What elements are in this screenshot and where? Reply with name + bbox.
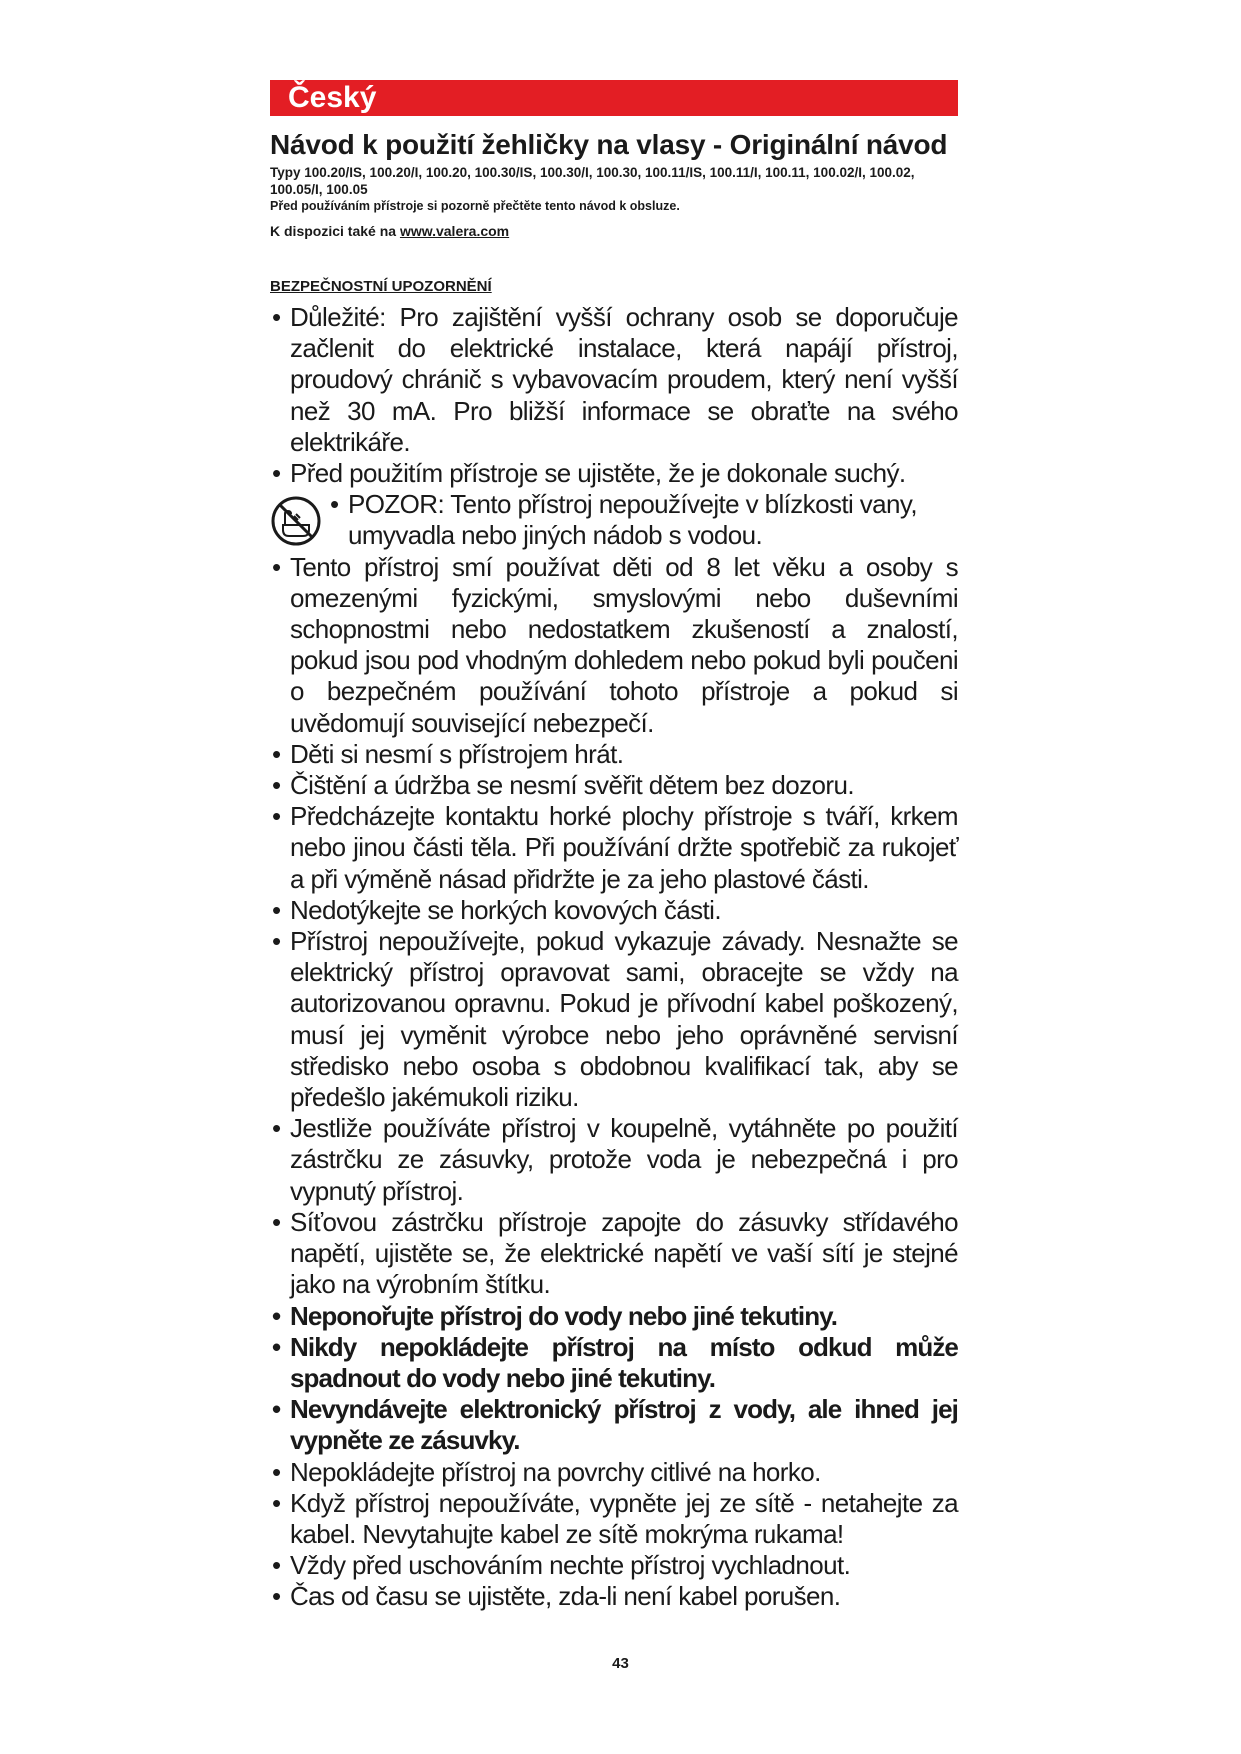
bullet: •	[272, 1581, 281, 1612]
bullet: •	[272, 1113, 281, 1144]
list-item: • Důležité: Pro zajištění vyšší ochrany osob se doporučuje začlenit do elektrické instalace, která napájí přístroj, proudový chránič s vybavovacím proudem, který není vyšší než 30 mA. Pro bližší informace se obraťte na svého elektrikáře.	[272, 302, 958, 457]
bullet: •	[272, 458, 281, 489]
bullet: •	[272, 1394, 281, 1425]
bullet: •	[272, 894, 281, 925]
list-item: • Jestliže používáte přístroj v koupelně, vytáhněte po použití zástrčku ze zásuvky, protože voda je nebezpečná i pro vypnutý přístroj.	[272, 1113, 958, 1206]
availability-prefix: K dispozici také na	[270, 223, 400, 239]
list-item: • Čas od času se ujistěte, zda-li není kabel porušen.	[272, 1581, 841, 1612]
bullet: •	[272, 738, 281, 769]
bullet: •	[272, 302, 281, 332]
list-item: • Nedotýkejte se horkých kovových části.	[272, 894, 721, 925]
list-item: • Vždy před uschováním nechte přístroj vychladnout.	[272, 1550, 851, 1581]
warning-item: • POZOR: Tento přístroj nepoužívejte v blízkosti vany, umyvadla nebo jiných nádob s vodou.	[270, 489, 958, 551]
list-item: • Nikdy nepokládejte přístroj na místo odkud může spadnout do vody nebo jiné tekutiny.	[272, 1331, 958, 1393]
bullet: •	[272, 926, 281, 957]
bullet: •	[272, 1300, 281, 1331]
bullet: •	[272, 801, 281, 832]
list-item: • Nevyndávejte elektronický přístroj z vody, ale ihned jej vypněte ze zásuvky.	[272, 1394, 958, 1456]
list-item: • Předcházejte kontaktu horké plochy přístroje s tváří, krkem nebo jinou části těla. Při používání držte spotřebič za rukojeť a při výměně násad přidržte je za jeho plastové části.	[272, 801, 958, 894]
safety-list	[270, 302, 958, 1613]
model-types: Typy 100.20/IS, 100.20/I, 100.20, 100.30/IS, 100.30/I, 100.30, 100.11/IS, 100.11/I, 100.11, 100.02/I, 100.02, 100.05/I, 100.05	[270, 165, 915, 197]
no-bath-warning-icon	[270, 495, 322, 547]
list-item: • Před použitím přístroje se ujistěte, že je dokonale suchý.	[272, 458, 906, 489]
list-item: • Když přístroj nepoužíváte, vypněte jej ze sítě - netahejte za kabel. Nevytahujte kabel ze sítě mokrýma rukama!	[272, 1487, 958, 1549]
read-instructions-note: Před používáním přístroje si pozorně přečtěte tento návod k obsluze.	[270, 199, 680, 213]
list-item: • Neponořujte přístroj do vody nebo jiné tekutiny.	[272, 1300, 838, 1331]
bullet: •	[272, 1331, 281, 1362]
document-title: Návod k použití žehličky na vlasy - Originální návod	[270, 129, 948, 160]
availability-line	[270, 222, 958, 240]
manual-page	[270, 80, 958, 1613]
list-item: • Čištění a údržba se nesmí svěřit dětem bez dozoru.	[272, 770, 854, 801]
list-item: • Nepokládejte přístroj na povrchy citlivé na horko.	[272, 1456, 821, 1487]
bullet: •	[272, 551, 281, 582]
bullet: •	[272, 1206, 281, 1237]
website-link[interactable]: www.valera.com	[399, 223, 510, 239]
list-item: • Děti si nesmí s přístrojem hrát.	[272, 738, 624, 769]
bullet: •	[272, 770, 281, 801]
section-title: BEZPEČNOSTNÍ UPOZORNĚNÍ	[270, 278, 492, 295]
bullet: •	[272, 1487, 281, 1518]
bullet: •	[272, 1456, 281, 1487]
list-item: • Přístroj nepoužívejte, pokud vykazuje závady. Nesnažte se elektrický přístroj opravovat sami, obracejte se vždy na autorizovanou opravnu. Pokud je přívodní kabel poškozený, musí jej vyměnit výrobce nebo jeho oprávněné servisní středisko nebo osoba s obdobnou kvalifikací tak, aby se předešlo jakémukoli riziku.	[272, 926, 958, 1113]
list-item: • Tento přístroj smí používat děti od 8 let věku a osoby s omezenými fyzickými, smyslovými nebo duševními schopnostmi nebo nedostatkem zkušeností a znalostí, pokud jsou pod vhodným dohledem nebo pokud byli poučeni o bezpečném používání tohoto přístroje a pokud si uvědomují související nebezpečí.	[272, 551, 958, 738]
bullet: •	[330, 489, 339, 520]
page-number: 43	[612, 1655, 629, 1672]
bullet: •	[272, 1550, 281, 1581]
list-item: • Síťovou zástrčku přístroje zapojte do zásuvky střídavého napětí, ujistěte se, že elektrické napětí ve vaší sítí je stejné jako na výrobním štítku.	[272, 1206, 958, 1300]
language-header: Český	[270, 80, 958, 116]
